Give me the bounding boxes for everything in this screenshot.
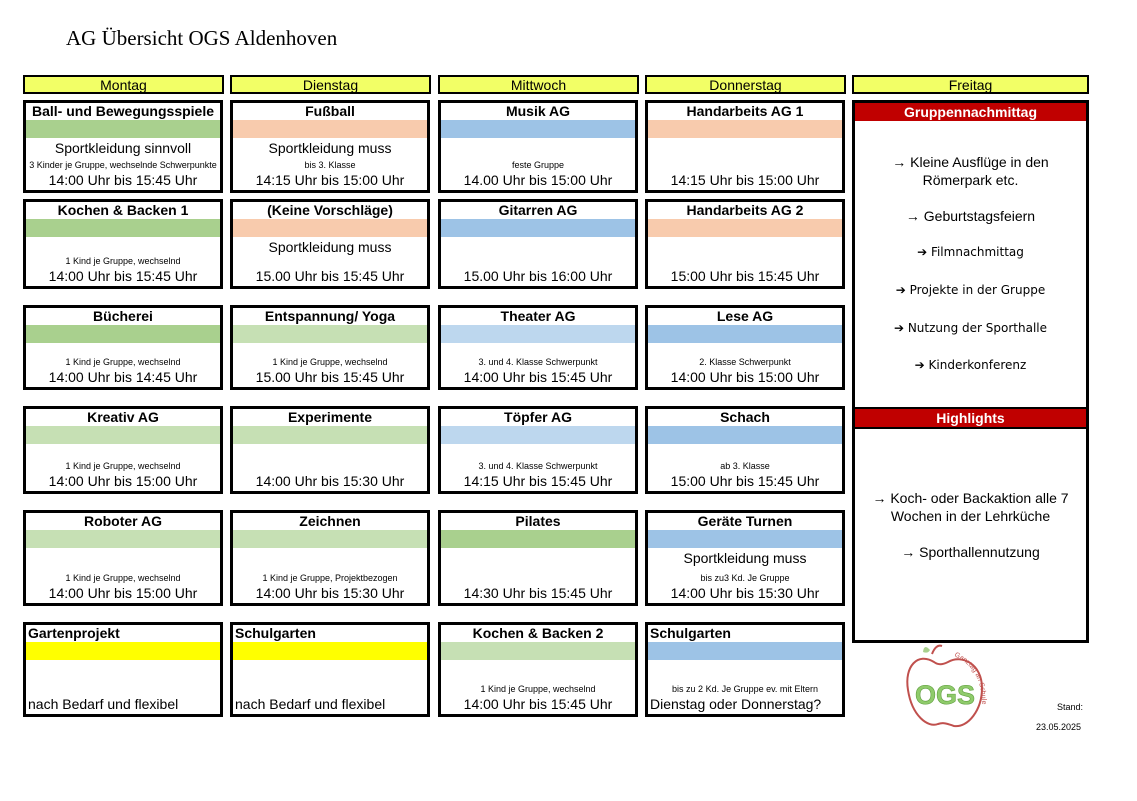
ag-note: 1 Kind je Gruppe, Projektbezogen xyxy=(262,573,398,583)
ag-cell xyxy=(438,622,638,717)
ag-name: Gartenprojekt xyxy=(28,625,120,641)
ag-time: 14:00 Uhr bis 14:45 Uhr xyxy=(48,369,198,385)
ag-name: Fußball xyxy=(305,103,355,119)
group-activity-item: ➔ Filmnachmittag xyxy=(917,245,1024,259)
ag-color-bar xyxy=(648,530,842,548)
ag-time: 15.00 Uhr bis 15:45 Uhr xyxy=(255,268,405,284)
ag-cell xyxy=(438,100,638,193)
ag-name: Zeichnen xyxy=(299,513,361,529)
day-header-dienstag: Dienstag xyxy=(230,75,431,94)
ag-time: 14:00 Uhr bis 15:00 Uhr xyxy=(670,369,820,385)
logo-text: OGS xyxy=(915,680,976,710)
group-activity-item: → Geburtstagsfeiern xyxy=(905,208,1036,224)
ag-color-bar xyxy=(233,530,427,548)
ag-time: 14:00 Uhr bis 15:00 Uhr xyxy=(48,473,198,489)
ag-name: Roboter AG xyxy=(83,513,163,529)
ogs-logo xyxy=(898,640,998,732)
ag-color-bar xyxy=(441,426,635,444)
ag-cell xyxy=(230,100,430,193)
ag-requirement: Sportkleidung sinnvoll xyxy=(54,140,192,156)
ag-time: 14:00 Uhr bis 15:45 Uhr xyxy=(463,696,613,712)
ag-name: Schulgarten xyxy=(235,625,316,641)
ag-cell xyxy=(23,406,223,494)
apple-icon xyxy=(898,640,998,732)
ag-name: Schach xyxy=(720,409,770,425)
ag-color-bar xyxy=(441,642,635,660)
group-activity-item: ➔ Nutzung der Sporthalle xyxy=(893,321,1048,335)
ag-time: 14:00 Uhr bis 15:45 Uhr xyxy=(463,369,613,385)
ag-cell xyxy=(230,199,430,289)
ag-cell xyxy=(230,305,430,390)
ag-time: 14:15 Uhr bis 15:45 Uhr xyxy=(463,473,613,489)
ag-name: Geräte Turnen xyxy=(697,513,793,529)
ag-time: 14:00 Uhr bis 15:45 Uhr xyxy=(48,268,198,284)
ag-name: Musik AG xyxy=(505,103,571,119)
ag-cell xyxy=(438,305,638,390)
ag-name: Lese AG xyxy=(716,308,774,324)
ag-time: 15.00 Uhr bis 16:00 Uhr xyxy=(463,268,613,284)
ag-note: 3 Kinder je Gruppe, wechselnde Schwerpunkte xyxy=(29,160,217,170)
ag-cell xyxy=(645,199,845,289)
day-header-mittwoch: Mittwoch xyxy=(438,75,639,94)
ag-name: Kreativ AG xyxy=(87,409,159,425)
ag-cell xyxy=(23,100,223,193)
ag-note: bis zu3 Kd. Je Gruppe xyxy=(700,573,790,583)
ag-name: Handarbeits AG 2 xyxy=(686,202,804,218)
ag-note: 1 Kind je Gruppe, wechselnd xyxy=(65,256,181,266)
ag-cell xyxy=(645,510,845,606)
ag-name: Theater AG xyxy=(500,308,576,324)
ag-time: 14:15 Uhr bis 15:00 Uhr xyxy=(255,172,405,188)
ag-cell xyxy=(23,622,223,717)
ag-color-bar xyxy=(441,120,635,138)
ag-color-bar xyxy=(233,325,427,343)
ag-time: 15:00 Uhr bis 15:45 Uhr xyxy=(670,473,820,489)
ag-cell xyxy=(23,305,223,390)
ag-time: 14:30 Uhr bis 15:45 Uhr xyxy=(463,585,613,601)
ag-cell xyxy=(230,510,430,606)
ag-color-bar xyxy=(233,120,427,138)
ag-cell xyxy=(230,622,430,717)
ag-time: 15.00 Uhr bis 15:45 Uhr xyxy=(255,369,405,385)
ag-color-bar xyxy=(648,120,842,138)
ag-name: Schulgarten xyxy=(650,625,731,641)
highlights-header: Highlights xyxy=(855,409,1086,427)
ag-name: Bücherei xyxy=(93,308,153,324)
ag-cell xyxy=(645,622,845,717)
ag-note: 1 Kind je Gruppe, wechselnd xyxy=(65,461,181,471)
ag-color-bar xyxy=(233,426,427,444)
ag-cell xyxy=(438,510,638,606)
ag-cell xyxy=(645,100,845,193)
ag-name: Entspannung/ Yoga xyxy=(264,308,396,324)
ag-note: 3. und 4. Klasse Schwerpunkt xyxy=(478,357,598,367)
ag-time: 14:00 Uhr bis 15:30 Uhr xyxy=(255,585,405,601)
highlight-item: → Koch- oder Backaktion alle 7 Wochen in der Lehrküche xyxy=(872,490,1069,524)
highlights-divider xyxy=(855,427,1086,429)
ag-cell xyxy=(23,510,223,606)
ag-requirement: Sportkleidung muss xyxy=(268,239,392,255)
ag-note: bis zu 2 Kd. Je Gruppe ev. mit Eltern xyxy=(672,684,818,694)
ag-name: Kochen & Backen 1 xyxy=(57,202,189,218)
ag-time: nach Bedarf und flexibel xyxy=(235,696,386,712)
ag-color-bar xyxy=(648,325,842,343)
ag-color-bar xyxy=(441,530,635,548)
group-activity-item: ➔ Kinderkonferenz xyxy=(914,358,1027,372)
ag-color-bar xyxy=(648,426,842,444)
ag-color-bar xyxy=(441,219,635,237)
ag-cell xyxy=(645,406,845,494)
ag-cell xyxy=(438,406,638,494)
ag-color-bar xyxy=(26,120,220,138)
ag-note: bis 3. Klasse xyxy=(304,160,356,170)
ag-color-bar xyxy=(441,325,635,343)
highlight-item: → Sporthallennutzung xyxy=(901,544,1040,560)
ag-color-bar xyxy=(26,219,220,237)
ag-time: 14:00 Uhr bis 15:45 Uhr xyxy=(48,172,198,188)
group-activity-item: ➔ Projekte in der Gruppe xyxy=(895,283,1046,297)
ag-name: Gitarren AG xyxy=(498,202,578,218)
ag-cell xyxy=(23,199,223,289)
stand-label: Stand: xyxy=(1057,702,1084,712)
ag-time: 14:00 Uhr bis 15:30 Uhr xyxy=(670,585,820,601)
ag-color-bar xyxy=(648,219,842,237)
ag-time: 14:15 Uhr bis 15:00 Uhr xyxy=(670,172,820,188)
ag-note: 1 Kind je Gruppe, wechselnd xyxy=(272,357,388,367)
ag-name: Kochen & Backen 2 xyxy=(472,625,604,641)
ag-note: 3. und 4. Klasse Schwerpunkt xyxy=(478,461,598,471)
ag-color-bar xyxy=(648,642,842,660)
ag-requirement: Sportkleidung muss xyxy=(683,550,807,566)
ag-requirement: Sportkleidung muss xyxy=(268,140,392,156)
ag-name: Töpfer AG xyxy=(504,409,572,425)
ag-name: Handarbeits AG 1 xyxy=(686,103,804,119)
ag-color-bar xyxy=(26,530,220,548)
ag-cell xyxy=(645,305,845,390)
ag-name: Experimente xyxy=(287,409,373,425)
ag-note: 1 Kind je Gruppe, wechselnd xyxy=(65,357,181,367)
page-title: AG Übersicht OGS Aldenhoven xyxy=(66,26,338,50)
group-activity-item: → Kleine Ausflüge in den Römerpark etc. xyxy=(892,154,1049,188)
ag-note: ab 3. Klasse xyxy=(720,461,770,471)
ag-cell xyxy=(230,406,430,494)
ag-note: feste Gruppe xyxy=(511,160,565,170)
ag-time: 14:00 Uhr bis 15:30 Uhr xyxy=(255,473,405,489)
group-afternoon-header: Gruppennachmittag xyxy=(855,103,1086,121)
ag-note: 1 Kind je Gruppe, wechselnd xyxy=(480,684,596,694)
ag-cell xyxy=(438,199,638,289)
ag-note: 1 Kind je Gruppe, wechselnd xyxy=(65,573,181,583)
ag-color-bar xyxy=(233,642,427,660)
ag-color-bar xyxy=(26,325,220,343)
day-header-donnerstag: Donnerstag xyxy=(645,75,846,94)
ag-time: Dienstag oder Donnerstag? xyxy=(650,696,822,712)
day-header-montag: Montag xyxy=(23,75,224,94)
ag-color-bar xyxy=(26,642,220,660)
friday-box xyxy=(852,100,1089,643)
ag-name: Ball- und Bewegungsspiele xyxy=(31,103,215,119)
ag-name: Pilates xyxy=(515,513,561,529)
stand-date: 23.05.2025 xyxy=(1036,722,1082,732)
day-header-freitag: Freitag xyxy=(852,75,1089,94)
ag-color-bar xyxy=(26,426,220,444)
ag-time: 15:00 Uhr bis 15:45 Uhr xyxy=(670,268,820,284)
ag-time: 14:00 Uhr bis 15:00 Uhr xyxy=(48,585,198,601)
ag-time: nach Bedarf und flexibel xyxy=(28,696,179,712)
logo-arc-text: Ganztag an Schule xyxy=(953,651,988,705)
ag-time: 14.00 Uhr bis 15:00 Uhr xyxy=(463,172,613,188)
ag-name: (Keine Vorschläge) xyxy=(267,202,393,218)
ag-note: 2. Klasse Schwerpunkt xyxy=(699,357,791,367)
ag-color-bar xyxy=(233,219,427,237)
